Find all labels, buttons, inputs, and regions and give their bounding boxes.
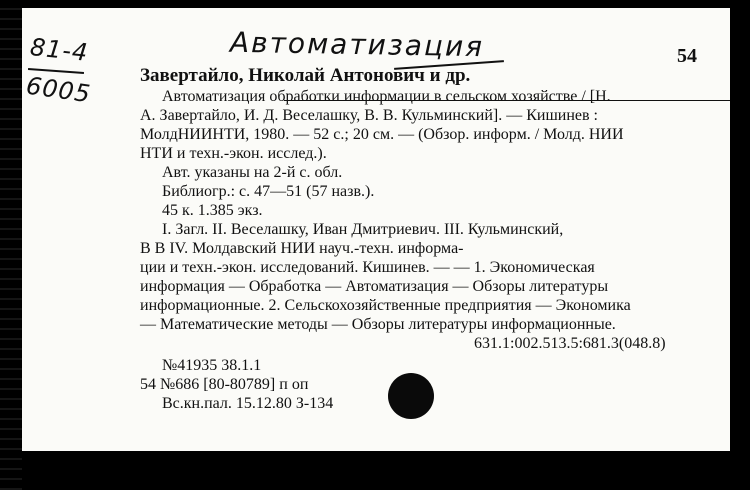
punch-hole: [388, 373, 434, 419]
record-line: А. Завертайло, И. Д. Веселашку, В. В. Кульминский]. — Кишинев :: [140, 107, 598, 124]
record-number: №41935 38.1.1: [162, 357, 262, 374]
handwritten-subject: Автоматизация: [229, 25, 485, 64]
record-date: Вс.кн.пал. 15.12.80 З-134: [162, 395, 334, 412]
record-line: информационные. 2. Сельскохозяйственные предприятия — Экономика: [140, 297, 631, 314]
record-line-title: Автоматизация обработки информации в сельском хозяйстве / [Н.: [162, 88, 611, 105]
page-number: 54: [677, 45, 697, 67]
author-heading: Завертайло, Николай Антонович и др.: [140, 65, 471, 86]
classification-code: 631.1:002.513.5:681.3(048.8): [474, 335, 666, 352]
record-line: МолдНИИНТИ, 1980. — 52 с.; 20 см. — (Обзор. информ. / Молд. НИИ: [140, 126, 624, 143]
handwritten-code-bottom: 6005: [24, 71, 93, 109]
record-line: ции и техн.-экон. исследований. Кишинев. — — 1. Экономическая: [140, 259, 595, 276]
record-line: НТИ и техн.-экон. исслед.).: [140, 145, 327, 162]
film-edge: [0, 0, 22, 490]
record-line: 45 к. 1.385 экз.: [162, 202, 263, 219]
record-line: В В IV. Молдавский НИИ науч.-техн. информа-: [140, 240, 464, 257]
catalog-card: [22, 8, 730, 451]
record-line: Авт. указаны на 2-й с. обл.: [162, 164, 343, 181]
record-line: I. Загл. II. Веселашку, Иван Дмитриевич. III. Кульминский,: [162, 221, 564, 238]
record-number: 54 №686 [80-80789] п оп: [140, 376, 309, 393]
record-line: Библиогр.: с. 47—51 (57 назв.).: [162, 183, 375, 200]
record-line: — Математические методы — Обзоры литературы информационные.: [140, 316, 616, 333]
handwritten-code-top: 81-4: [28, 33, 90, 67]
record-line: информация — Обработка — Автоматизация — Обзоры литературы: [140, 278, 609, 295]
title-underline: [284, 100, 730, 101]
